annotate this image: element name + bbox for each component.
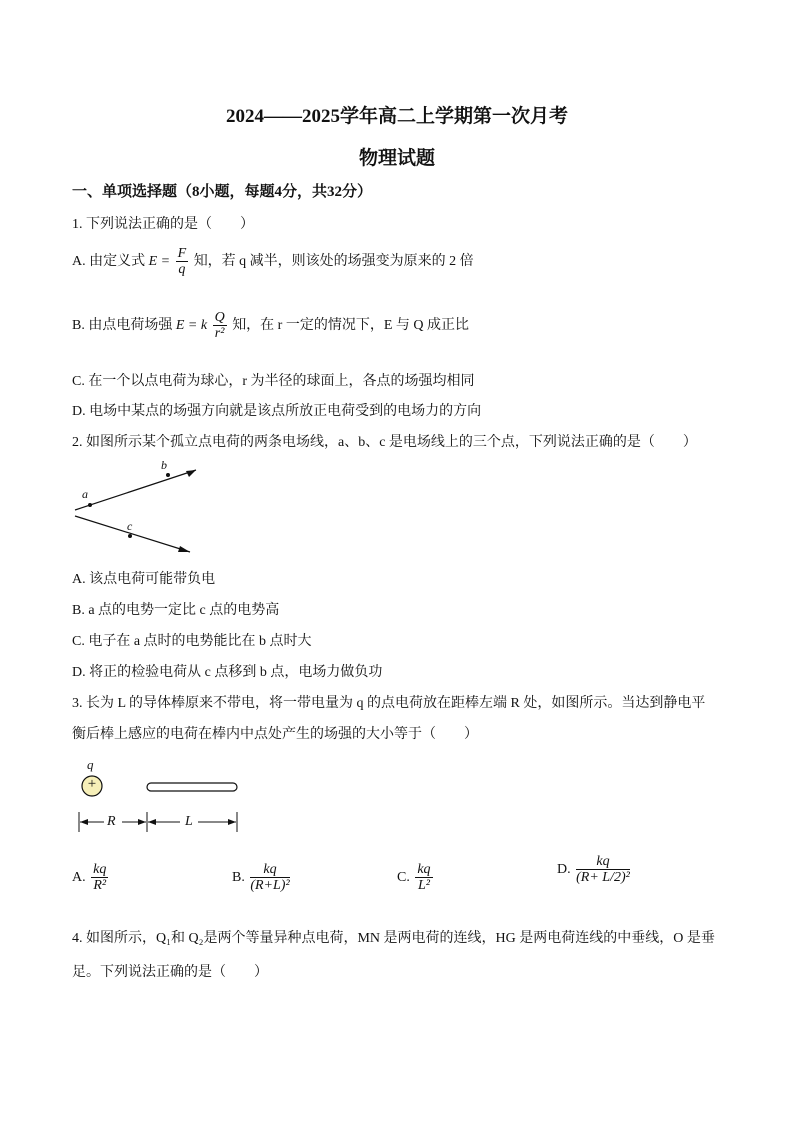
q1-option-c: C. 在一个以点电荷为球心，r 为半径的球面上，各点的场强均相同 bbox=[72, 374, 475, 389]
q1-a-numerator: F bbox=[177, 246, 187, 261]
q1-b-formula-lhs: E = k bbox=[175, 318, 208, 334]
exam-subtitle: 物理试题 bbox=[358, 148, 435, 169]
q1-b-prefix: B. 由点电荷场强 bbox=[72, 318, 173, 334]
q3-stem-line1: 3. 长为 L 的导体棒原来不带电，将一带电量为 q 的点电荷放在距棒左端 R 处，如图所示。当达到静电平 bbox=[72, 696, 706, 711]
label-c: c bbox=[127, 519, 133, 533]
q4-stem-line2: 足。下列说法正确的是（ ） bbox=[72, 965, 268, 980]
q1-option-d: D. 电场中某点的场强方向就是该点所放正电荷受到的电场力的方向 bbox=[72, 404, 482, 419]
q1-a-denominator: q bbox=[178, 262, 186, 278]
dim-R-arrow-right bbox=[138, 819, 146, 825]
dim-L-arrow-right bbox=[228, 819, 236, 825]
label-L: L bbox=[185, 814, 193, 829]
q2-option-c: C. 电子在 a 点时的电势能比在 b 点时大 bbox=[72, 634, 312, 649]
q3-b-numerator: kq bbox=[250, 862, 289, 878]
q3-d-denominator: (R+ L/2)² bbox=[576, 870, 630, 886]
label-b: b bbox=[161, 458, 167, 472]
section-heading: 一、单项选择题（8小题，每题4分，共32分） bbox=[72, 184, 373, 200]
q3-a-numerator: kq bbox=[93, 862, 107, 877]
q1-a-formula-lhs: E = bbox=[148, 254, 171, 270]
label-a: a bbox=[82, 487, 88, 501]
q2-option-a: A. 该点电荷可能带负电 bbox=[72, 572, 216, 587]
q3-c-label: C. bbox=[397, 870, 410, 886]
q3-option-a bbox=[72, 862, 110, 894]
exam-title: 2024——2025学年高二上学期第一次月考 bbox=[225, 106, 568, 127]
q1-stem: 1. 下列说法正确的是（ ） bbox=[72, 217, 254, 232]
q3-b-label: B. bbox=[232, 870, 245, 886]
q3-option-d bbox=[557, 854, 632, 886]
q3-d-fraction bbox=[576, 854, 630, 886]
q4-stem-line1: 4. 如图所示，Q₁和 Q₂是两个等量异种点电荷，MN 是两电荷的连线，HG 是两电荷连线的中垂线，O 是垂 bbox=[72, 931, 715, 946]
dim-R-arrow-left bbox=[80, 819, 88, 825]
q3-a-denominator: R² bbox=[93, 878, 107, 894]
q3-a-fraction bbox=[91, 862, 108, 894]
q1-a-prefix: A. 由定义式 bbox=[72, 254, 146, 270]
label-R: R bbox=[107, 814, 116, 829]
q3-b-denominator: (R+L)² bbox=[250, 878, 290, 894]
q2-stem: 2. 如图所示某个孤立点电荷的两条电场线，a、b、c 是电场线上的三个点，下列说法正确的是（ ） bbox=[72, 435, 697, 450]
plus-sign: + bbox=[87, 776, 97, 792]
label-q: q bbox=[87, 757, 94, 772]
q3-c-denominator: L² bbox=[417, 878, 430, 894]
q3-a-label: A. bbox=[72, 870, 86, 886]
q3-b-fraction bbox=[250, 862, 289, 894]
q1-b-denominator: r² bbox=[214, 326, 225, 342]
q3-c-fraction bbox=[415, 862, 432, 894]
q3-d-numerator: kq bbox=[576, 854, 630, 870]
q3-option-b bbox=[232, 862, 292, 894]
q1-b-suffix: 知，在 r 一定的情况下，E 与 Q 成正比 bbox=[232, 318, 470, 334]
q1-b-numerator: Q bbox=[214, 310, 225, 325]
q3-d-label: D. bbox=[557, 862, 571, 878]
q3-stem-line2: 衡后棒上感应的电荷在棒内中点处产生的场强的大小等于（ ） bbox=[72, 727, 478, 742]
q2-option-d: D. 将正的检验电荷从 c 点移到 b 点，电场力做负功 bbox=[72, 665, 383, 680]
dim-L-arrow-left bbox=[148, 819, 156, 825]
q1-a-suffix: 知，若 q 减半，则该处的场强变为原来的 2 倍 bbox=[193, 254, 474, 270]
q3-c-numerator: kq bbox=[417, 862, 431, 877]
q3-option-c bbox=[397, 862, 435, 894]
q2-option-b: B. a 点的电势一定比 c 点的电势高 bbox=[72, 603, 280, 618]
conductor-rod bbox=[147, 783, 237, 791]
